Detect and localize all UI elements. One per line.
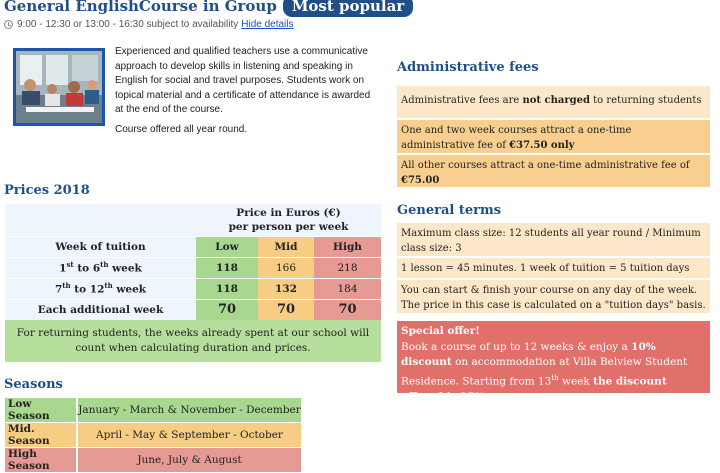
seasons-heading: Seasons bbox=[4, 377, 63, 392]
description-paragraph: Experienced and qualified teachers use a communicative approach to develop skills in listening and speaking in English for social and travel purposes. Students work on topical material and a certificate of attendance is awarded at the end of the course. bbox=[115, 46, 371, 115]
admin-fee-short: One and two week courses attract a one-time administrative fee of €37.50 only bbox=[397, 120, 710, 153]
week-range-label: 7th to 12th week bbox=[5, 278, 196, 299]
price-low: 118 bbox=[196, 278, 258, 299]
week-range-label: 1st to 6th week bbox=[5, 257, 196, 278]
price-header bbox=[196, 204, 381, 236]
special-offer bbox=[397, 321, 710, 403]
schedule-text: 9:00 - 12:30 or 13:00 - 16:30 subject to availability bbox=[17, 19, 239, 30]
terms-lesson-length: 1 lesson = 45 minutes. 1 week of tuition = 5 tuition days bbox=[397, 258, 710, 278]
season-name: Low Season bbox=[5, 398, 77, 423]
season-name: High Season bbox=[5, 448, 77, 473]
col-high-header: High bbox=[314, 236, 381, 257]
table-row bbox=[5, 423, 301, 448]
most-popular-badge: Most popular bbox=[283, 0, 413, 17]
table-row bbox=[5, 448, 301, 473]
price-table bbox=[5, 204, 381, 321]
price-mid: 132 bbox=[258, 278, 314, 299]
returning-students-note: For returning students, the weeks already spent at our school will count when calculating duration and prices. bbox=[5, 320, 381, 362]
terms-start-day: You can start & finish your course on any day of the week. The price in this case is calculated on a "tuition days" basis. bbox=[397, 280, 710, 313]
price-header-line1: Price in Euros (€) bbox=[236, 206, 341, 219]
table-row bbox=[5, 299, 381, 320]
col-week-header: Week of tuition bbox=[5, 236, 196, 257]
course-title-text: General EnglishCourse in Group bbox=[4, 0, 277, 15]
price-high: 184 bbox=[314, 278, 381, 299]
price-header-line2: per person per week bbox=[228, 220, 349, 233]
prices-heading: Prices 2018 bbox=[4, 183, 90, 198]
price-high: 70 bbox=[314, 299, 381, 320]
table-row bbox=[5, 257, 381, 278]
season-range: April - May & September - October bbox=[77, 423, 301, 448]
course-description bbox=[115, 45, 381, 137]
seasons-table bbox=[5, 398, 301, 473]
season-range: January - March & November - December bbox=[77, 398, 301, 423]
price-mid: 166 bbox=[258, 257, 314, 278]
col-low-header: Low bbox=[196, 236, 258, 257]
table-row bbox=[5, 398, 301, 423]
season-name: Mid. Season bbox=[5, 423, 77, 448]
season-range: June, July & August bbox=[77, 448, 301, 473]
general-terms-heading: General terms bbox=[397, 203, 502, 218]
schedule-line bbox=[4, 19, 294, 30]
offer-text: Book a course of up to 12 weeks & enjoy a 10% discount on accommodation at Villa Belview Student Residence. Starting from 13th week the discount offered is 25% bbox=[401, 340, 688, 403]
col-mid-header: Mid bbox=[258, 236, 314, 257]
price-high: 218 bbox=[314, 257, 381, 278]
hide-details-link[interactable]: Hide details bbox=[241, 19, 294, 30]
admin-fee-returning: Administrative fees are not charged to returning students bbox=[397, 86, 710, 118]
table-row bbox=[5, 278, 381, 299]
offer-title: Special offer! bbox=[401, 325, 480, 337]
description-availability: Course offered all year round. bbox=[115, 123, 248, 135]
admin-fees-heading: Administrative fees bbox=[397, 60, 539, 75]
classroom-photo bbox=[13, 48, 105, 126]
clock-icon bbox=[4, 20, 13, 29]
price-header-blank bbox=[5, 204, 196, 236]
price-low: 118 bbox=[196, 257, 258, 278]
terms-class-size: Maximum class size: 12 students all year round / Minimum class size: 3 bbox=[397, 223, 710, 256]
price-low: 70 bbox=[196, 299, 258, 320]
admin-fee-other: All other courses attract a one-time administrative fee of €75.00 bbox=[397, 155, 710, 187]
additional-week-label: Each additional week bbox=[5, 299, 196, 320]
price-mid: 70 bbox=[258, 299, 314, 320]
course-title bbox=[4, 0, 413, 18]
